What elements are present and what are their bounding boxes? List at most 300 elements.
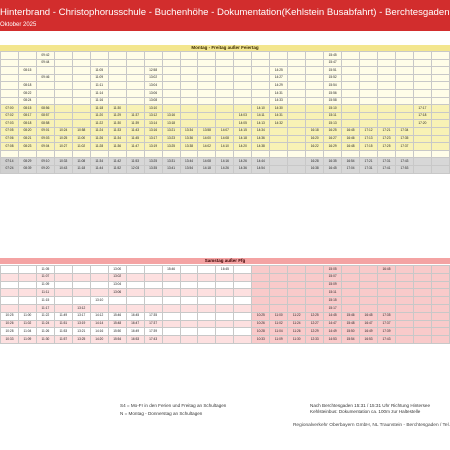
- time-cell: 17:37: [378, 320, 396, 328]
- time-cell: [162, 74, 180, 82]
- time-cell: [431, 135, 449, 143]
- time-cell: [413, 328, 431, 336]
- time-cell: [162, 304, 180, 312]
- time-cell: 14:20: [234, 143, 252, 151]
- time-cell: [180, 105, 198, 113]
- timetable-date: Oktober 2025: [0, 22, 37, 28]
- time-cell: 08:24: [18, 97, 36, 105]
- time-cell: [180, 120, 198, 128]
- time-cell: 16:45: [378, 266, 396, 274]
- time-cell: [288, 289, 306, 297]
- time-cell: [144, 273, 162, 281]
- time-cell: 11:22: [90, 120, 108, 128]
- timetable-row: [1, 281, 450, 289]
- time-cell: [342, 120, 360, 128]
- time-cell: [198, 59, 216, 67]
- time-cell: [216, 89, 234, 97]
- time-cell: [378, 82, 396, 90]
- time-cell: [54, 304, 72, 312]
- time-cell: [198, 289, 216, 297]
- time-cell: [288, 112, 306, 120]
- time-cell: [180, 67, 198, 75]
- time-cell: [288, 82, 306, 90]
- time-cell: [306, 266, 324, 274]
- time-cell: 17:31: [378, 158, 396, 166]
- time-cell: 11:30: [108, 105, 126, 113]
- time-cell: 15:54: [108, 336, 126, 344]
- time-cell: 13:06: [108, 289, 126, 297]
- time-cell: 14:27: [270, 74, 288, 82]
- row-time-first: 10:25: [1, 312, 19, 320]
- time-cell: [378, 281, 396, 289]
- time-cell: 17:20: [413, 120, 431, 128]
- time-cell: [234, 97, 252, 105]
- time-cell: [306, 59, 324, 67]
- time-cell: 15:46: [162, 266, 180, 274]
- time-cell: 16:47: [360, 320, 378, 328]
- time-cell: [270, 304, 288, 312]
- time-cell: 11:02: [270, 320, 288, 328]
- time-cell: 11:22: [288, 312, 306, 320]
- time-cell: [306, 281, 324, 289]
- time-cell: 09:42: [36, 52, 54, 60]
- row-time-first: 07:06: [1, 135, 19, 143]
- time-cell: [54, 273, 72, 281]
- time-cell: 14:34: [252, 127, 270, 135]
- time-cell: [288, 304, 306, 312]
- time-cell: [288, 158, 306, 166]
- time-cell: 13:10: [144, 105, 162, 113]
- time-cell: 14:44: [252, 158, 270, 166]
- time-cell: [72, 59, 90, 67]
- time-cell: [360, 67, 378, 75]
- time-cell: [431, 158, 449, 166]
- time-cell: 16:45: [216, 266, 234, 274]
- time-cell: 11:44: [90, 165, 108, 173]
- time-cell: [216, 112, 234, 120]
- time-cell: 17:35: [378, 312, 396, 320]
- time-cell: 14:11: [252, 112, 270, 120]
- time-cell: [395, 328, 413, 336]
- time-cell: [180, 273, 198, 281]
- time-cell: [431, 150, 449, 158]
- time-cell: [306, 52, 324, 60]
- time-cell: 14:33: [270, 97, 288, 105]
- time-cell: 13:25: [144, 158, 162, 166]
- time-cell: [108, 304, 126, 312]
- time-cell: 15:15: [324, 297, 342, 305]
- time-cell: [180, 336, 198, 344]
- time-cell: 09:20: [36, 165, 54, 173]
- time-cell: 08:20: [18, 127, 36, 135]
- time-cell: [395, 304, 413, 312]
- time-cell: [431, 105, 449, 113]
- time-cell: 15:05: [324, 266, 342, 274]
- timetable-row: [1, 127, 450, 135]
- time-cell: 13:19: [72, 320, 90, 328]
- time-cell: [306, 289, 324, 297]
- time-cell: [431, 289, 449, 297]
- time-cell: 13:04: [144, 82, 162, 90]
- time-cell: 13:02: [108, 273, 126, 281]
- timetable-row: [1, 143, 450, 151]
- time-cell: 11:36: [108, 143, 126, 151]
- time-cell: [18, 281, 36, 289]
- time-cell: 14:25: [270, 67, 288, 75]
- time-cell: [72, 67, 90, 75]
- time-cell: [54, 89, 72, 97]
- time-cell: 17:43: [144, 336, 162, 344]
- time-cell: [234, 297, 252, 305]
- time-cell: [413, 135, 431, 143]
- time-cell: 13:04: [108, 281, 126, 289]
- time-cell: 11:57: [54, 336, 72, 344]
- time-cell: 17:53: [395, 165, 413, 173]
- saturday-table: [0, 265, 450, 344]
- time-cell: 11:30: [36, 336, 54, 344]
- time-cell: [54, 52, 72, 60]
- time-cell: [270, 143, 288, 151]
- time-cell: [395, 67, 413, 75]
- time-cell: [72, 281, 90, 289]
- time-cell: [36, 150, 54, 158]
- timetable-row: [1, 135, 450, 143]
- time-cell: 08:22: [18, 89, 36, 97]
- time-cell: 15:46: [108, 312, 126, 320]
- time-cell: 14:14: [90, 320, 108, 328]
- time-cell: [216, 105, 234, 113]
- time-cell: [180, 112, 198, 120]
- time-cell: [342, 289, 360, 297]
- time-cell: [54, 297, 72, 305]
- time-cell: [360, 59, 378, 67]
- time-cell: [72, 112, 90, 120]
- time-cell: 09:01: [36, 127, 54, 135]
- time-cell: [270, 165, 288, 173]
- footer-notes: [0, 392, 450, 450]
- time-cell: [180, 312, 198, 320]
- time-cell: [180, 97, 198, 105]
- row-time-first: 07:03: [1, 120, 19, 128]
- time-cell: [395, 97, 413, 105]
- time-cell: [413, 97, 431, 105]
- time-cell: [54, 105, 72, 113]
- time-cell: [395, 289, 413, 297]
- time-cell: 14:30: [270, 105, 288, 113]
- time-cell: [395, 297, 413, 305]
- time-cell: [413, 143, 431, 151]
- time-cell: 16:49: [126, 328, 144, 336]
- time-cell: 16:45: [342, 127, 360, 135]
- time-cell: [342, 266, 360, 274]
- time-cell: [198, 304, 216, 312]
- time-cell: 14:26: [234, 158, 252, 166]
- time-cell: 14:38: [252, 143, 270, 151]
- time-cell: 11:34: [108, 135, 126, 143]
- time-cell: 11:24: [288, 320, 306, 328]
- footnote-kehlstein: Kehlsteinbus: Dokumentation ca. 100m zur Haltestelle: [310, 409, 421, 414]
- time-cell: 13:21: [72, 328, 90, 336]
- time-cell: [72, 266, 90, 274]
- time-cell: [126, 89, 144, 97]
- time-cell: [378, 97, 396, 105]
- time-cell: 13:44: [180, 158, 198, 166]
- row-time-first: [1, 52, 19, 60]
- time-cell: 12:03: [126, 165, 144, 173]
- time-cell: [306, 112, 324, 120]
- time-cell: [162, 67, 180, 75]
- time-cell: [431, 127, 449, 135]
- time-cell: [162, 89, 180, 97]
- time-cell: 09:03: [36, 135, 54, 143]
- time-cell: [431, 297, 449, 305]
- time-cell: [18, 304, 36, 312]
- time-cell: [395, 320, 413, 328]
- time-cell: 15:45: [324, 52, 342, 60]
- time-cell: [198, 52, 216, 60]
- time-cell: 16:54: [342, 158, 360, 166]
- time-cell: [144, 297, 162, 305]
- time-cell: 13:14: [144, 120, 162, 128]
- time-cell: [126, 97, 144, 105]
- time-cell: [413, 158, 431, 166]
- time-cell: [180, 82, 198, 90]
- time-cell: [180, 281, 198, 289]
- time-cell: [395, 105, 413, 113]
- time-cell: [342, 273, 360, 281]
- time-cell: 14:36: [234, 165, 252, 173]
- time-cell: [198, 67, 216, 75]
- time-cell: [360, 120, 378, 128]
- time-cell: [342, 67, 360, 75]
- time-cell: 11:24: [36, 320, 54, 328]
- time-cell: [288, 97, 306, 105]
- time-cell: [90, 304, 108, 312]
- time-cell: [413, 266, 431, 274]
- time-cell: [72, 74, 90, 82]
- time-cell: 11:18: [72, 165, 90, 173]
- time-cell: [216, 281, 234, 289]
- time-cell: 15:48: [108, 320, 126, 328]
- time-cell: [216, 312, 234, 320]
- time-cell: [413, 297, 431, 305]
- time-cell: [162, 82, 180, 90]
- time-cell: [72, 289, 90, 297]
- time-cell: [378, 74, 396, 82]
- time-cell: [126, 59, 144, 67]
- time-cell: [234, 312, 252, 320]
- timetable-row: [1, 312, 450, 320]
- timetable-row: [1, 150, 450, 158]
- time-cell: 17:13: [360, 135, 378, 143]
- time-cell: [306, 97, 324, 105]
- time-cell: 11:42: [108, 158, 126, 166]
- time-cell: [252, 59, 270, 67]
- timetable-row: [1, 304, 450, 312]
- time-cell: [234, 105, 252, 113]
- time-cell: [144, 289, 162, 297]
- time-cell: 10:25: [252, 312, 270, 320]
- time-cell: [395, 59, 413, 67]
- time-cell: 11:33: [108, 127, 126, 135]
- time-cell: [288, 67, 306, 75]
- time-cell: 15:50: [108, 328, 126, 336]
- time-cell: [360, 289, 378, 297]
- timetable-row: [1, 273, 450, 281]
- time-cell: [162, 336, 180, 344]
- time-cell: 11:00: [270, 312, 288, 320]
- time-cell: [288, 74, 306, 82]
- time-cell: [413, 89, 431, 97]
- time-cell: [126, 281, 144, 289]
- time-cell: 08:58: [36, 120, 54, 128]
- time-cell: 17:34: [395, 127, 413, 135]
- time-cell: [360, 112, 378, 120]
- time-cell: 14:47: [324, 320, 342, 328]
- time-cell: [18, 150, 36, 158]
- time-cell: [198, 273, 216, 281]
- time-cell: 11:02: [72, 143, 90, 151]
- time-cell: [395, 120, 413, 128]
- time-cell: 14:18: [234, 135, 252, 143]
- time-cell: 08:57: [36, 112, 54, 120]
- time-cell: [162, 312, 180, 320]
- time-cell: 11:09: [18, 336, 36, 344]
- time-cell: [216, 74, 234, 82]
- time-cell: 13:19: [144, 143, 162, 151]
- time-cell: [306, 82, 324, 90]
- time-cell: 13:35: [144, 165, 162, 173]
- time-cell: 11:14: [90, 89, 108, 97]
- timetable-header: [0, 0, 450, 31]
- time-cell: 11:51: [54, 320, 72, 328]
- timetable-row: [1, 120, 450, 128]
- time-cell: [378, 289, 396, 297]
- time-cell: [126, 297, 144, 305]
- time-cell: [413, 273, 431, 281]
- time-cell: [288, 120, 306, 128]
- timetable-row: [1, 336, 450, 344]
- time-cell: [234, 82, 252, 90]
- time-cell: [234, 328, 252, 336]
- time-cell: [288, 89, 306, 97]
- time-cell: 15:47: [324, 59, 342, 67]
- time-cell: 14:16: [216, 158, 234, 166]
- time-cell: [288, 297, 306, 305]
- time-cell: [288, 59, 306, 67]
- time-cell: [18, 59, 36, 67]
- time-cell: [90, 266, 108, 274]
- time-cell: 17:15: [360, 143, 378, 151]
- time-cell: 16:48: [342, 143, 360, 151]
- time-cell: [126, 289, 144, 297]
- time-cell: [180, 74, 198, 82]
- time-cell: [306, 89, 324, 97]
- time-cell: 13:21: [162, 127, 180, 135]
- time-cell: 15:50: [342, 328, 360, 336]
- time-cell: [252, 297, 270, 305]
- time-cell: [108, 52, 126, 60]
- time-cell: [431, 89, 449, 97]
- time-cell: 17:04: [342, 165, 360, 173]
- time-cell: 13:12: [72, 304, 90, 312]
- time-cell: 13:23: [162, 135, 180, 143]
- time-cell: [90, 289, 108, 297]
- time-cell: [306, 74, 324, 82]
- time-cell: [270, 59, 288, 67]
- row-time-first: [1, 59, 19, 67]
- time-cell: [108, 150, 126, 158]
- time-cell: 14:03: [234, 112, 252, 120]
- time-cell: 16:22: [306, 143, 324, 151]
- time-cell: 15:48: [342, 320, 360, 328]
- time-cell: 17:25: [378, 143, 396, 151]
- time-cell: 14:08: [216, 135, 234, 143]
- row-time-first: [1, 281, 19, 289]
- time-cell: 17:21: [378, 127, 396, 135]
- time-cell: [270, 150, 288, 158]
- time-cell: [216, 59, 234, 67]
- time-cell: [180, 297, 198, 305]
- time-cell: 09:10: [36, 158, 54, 166]
- time-cell: 14:15: [234, 127, 252, 135]
- timetable-row: [1, 97, 450, 105]
- time-cell: [378, 112, 396, 120]
- timetable-row: [1, 289, 450, 297]
- time-cell: [431, 59, 449, 67]
- time-cell: [234, 273, 252, 281]
- time-cell: [342, 74, 360, 82]
- time-cell: [72, 273, 90, 281]
- operator-info: Regionalverkehr Oberbayern GmbH, NL Traunstein - Berchtesgaden / Tel.: [292, 423, 450, 428]
- time-cell: [72, 297, 90, 305]
- time-cell: [431, 266, 449, 274]
- time-cell: [413, 312, 431, 320]
- time-cell: [431, 74, 449, 82]
- time-cell: [54, 67, 72, 75]
- time-cell: 17:39: [378, 328, 396, 336]
- time-cell: 11:00: [18, 312, 36, 320]
- time-cell: [306, 105, 324, 113]
- time-cell: [54, 59, 72, 67]
- time-cell: [395, 112, 413, 120]
- time-cell: [252, 89, 270, 97]
- time-cell: 11:28: [90, 143, 108, 151]
- time-cell: [360, 74, 378, 82]
- time-cell: 14:12: [90, 312, 108, 320]
- time-cell: [395, 74, 413, 82]
- time-cell: [180, 52, 198, 60]
- time-cell: 09:04: [36, 143, 54, 151]
- time-cell: [270, 273, 288, 281]
- time-cell: [270, 158, 288, 166]
- time-cell: [395, 266, 413, 274]
- time-cell: [270, 297, 288, 305]
- time-cell: 12:33: [306, 336, 324, 344]
- time-cell: [395, 52, 413, 60]
- time-cell: 14:07: [216, 127, 234, 135]
- time-cell: 11:24: [90, 127, 108, 135]
- time-cell: 14:02: [198, 143, 216, 151]
- time-cell: 12:29: [306, 328, 324, 336]
- time-cell: [216, 120, 234, 128]
- time-cell: 14:18: [198, 165, 216, 173]
- time-cell: [413, 74, 431, 82]
- time-cell: [288, 266, 306, 274]
- time-cell: 08:18: [18, 120, 36, 128]
- time-cell: 13:02: [144, 74, 162, 82]
- time-cell: [162, 105, 180, 113]
